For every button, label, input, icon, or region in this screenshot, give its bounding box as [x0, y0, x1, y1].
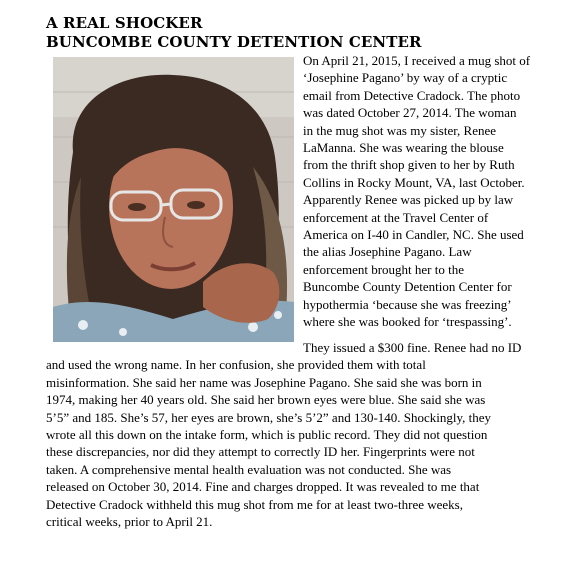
side-line: Apparently Renee was picked up by law: [303, 192, 514, 208]
bottom-line: 5’5” and 185. She’s 57, her eyes are brown, she’s 5’2” and 130-140. Shockingly, they: [46, 409, 492, 425]
bottom-line: 1974, making her 40 years old. She said her brown eyes were blue. She said she was: [46, 392, 486, 408]
article-bottom-text: [46, 339, 576, 530]
bottom-line: these discrepancies, nor did they attempt to correctly ID her. Fingerprints were not: [46, 444, 475, 460]
heading-line-1: A REAL SHOCKER: [46, 14, 203, 32]
side-line: On April 21, 2015, I received a mug shot of: [303, 53, 531, 68]
bottom-line: Detective Cradock withheld this mug shot from me for at least two-three weeks,: [46, 496, 463, 512]
bottom-line: released on October 30, 2014. Fine and charges dropped. It was revealed to me that: [46, 479, 480, 495]
side-line: from the thrift shop given to her by Ruth: [303, 157, 515, 173]
bottom-line: and used the wrong name. In her confusion, she provided them with total: [46, 357, 426, 373]
bottom-line: misinformation. She said her name was Josephine Pagano. She said she was born in: [46, 374, 482, 390]
side-line: where she was booked for ‘trespassing’.: [303, 314, 512, 330]
side-line: LaManna. She was wearing the blouse: [303, 140, 504, 156]
side-line: ‘Josephine Pagano’ by way of a cryptic: [303, 70, 508, 86]
side-line: enforcement brought her to the: [303, 261, 464, 277]
bottom-line: They issued a $300 fine. Renee had no ID: [303, 340, 522, 355]
side-line: in the mug shot was my sister, Renee: [303, 122, 497, 138]
article-heading: [46, 14, 422, 52]
side-line: America on I-40 in Candler, NC. She used: [303, 227, 524, 243]
side-line: was dated October 27, 2014. The woman: [303, 105, 517, 121]
heading-line-2: BUNCOMBE COUNTY DETENTION CENTER: [46, 33, 422, 51]
mugshot-illustration: [53, 57, 294, 342]
bottom-line: taken. A comprehensive mental health evaluation was not conducted. She was: [46, 461, 452, 477]
side-line: email from Detective Cradock. The photo: [303, 87, 521, 103]
side-line: the alias Josephine Pagano. Law: [303, 244, 472, 260]
side-line: Collins in Rocky Mount, VA, last October.: [303, 174, 525, 190]
side-line: Buncombe County Detention Center for: [303, 279, 512, 295]
side-line: enforcement at the Travel Center of: [303, 209, 489, 225]
bottom-line: critical weeks, prior to April 21.: [46, 514, 213, 530]
side-line: hypothermia ‘because she was freezing’: [303, 296, 512, 312]
article-side-text: [303, 52, 571, 331]
bottom-line: wrote all this down on the intake form, which is public record. They did not question: [46, 427, 488, 443]
mugshot-photo: [53, 57, 294, 342]
